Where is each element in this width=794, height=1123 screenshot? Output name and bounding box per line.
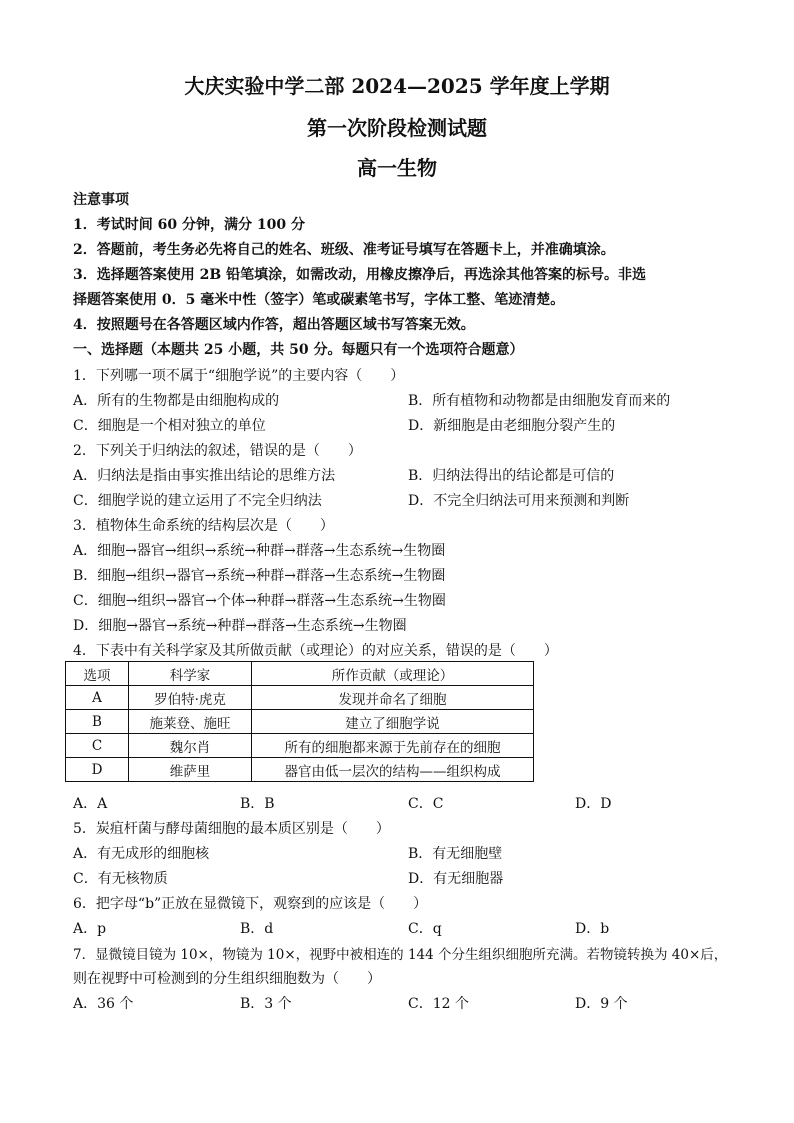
question-1-stem: 1．下列哪一项不属于“细胞学说”的主要内容（ ） xyxy=(73,368,405,384)
question-1-option-d: D．新细胞是由老细胞分裂产生的 xyxy=(408,418,616,434)
question-6-stem: 6．把字母“b”正放在显微镜下，观察到的应该是（ ） xyxy=(73,896,428,912)
question-2-stem: 2．下列关于归纳法的叙述，错误的是（ ） xyxy=(73,443,362,459)
notice-item: 3．选择题答案使用 2B 铅笔填涂，如需改动，用橡皮擦净后，再选涂其他答案的标号。非选 xyxy=(73,267,647,283)
question-2-option-b: B．归纳法得出的结论都是可信的 xyxy=(408,468,615,484)
question-7-stem: 7．显微镜目镜为 10×，物镜为 10×，视野中被相连的 144 个分生组织细胞所充满。若物镜转换为 40×后， xyxy=(73,947,728,963)
table-cell: 罗伯特·虎克 xyxy=(129,686,252,710)
table-row xyxy=(66,734,534,758)
question-6-option-c: C．q xyxy=(408,921,442,937)
table-cell: 所有的细胞都来源于先前存在的细胞 xyxy=(252,734,534,758)
question-7-option-d: D．9 个 xyxy=(575,996,628,1012)
question-1-option-b: B．所有植物和动物都是由细胞发育而来的 xyxy=(408,393,671,409)
question-5-stem: 5．炭疽杆菌与酵母菌细胞的最本质区别是（ ） xyxy=(73,821,390,837)
question-5-option-d: D．有无细胞器 xyxy=(408,871,504,887)
question-6-option-b: B．d xyxy=(240,921,274,937)
question-4-option-d: D．D xyxy=(575,796,612,812)
table-row xyxy=(66,758,534,782)
question-2-option-d: D．不完全归纳法可用来预测和判断 xyxy=(408,493,630,509)
question-7-option-a: A．36 个 xyxy=(73,996,134,1012)
question-7-option-b: B．3 个 xyxy=(240,996,292,1012)
section-heading: 一、选择题（本题共 25 小题，共 50 分。每题只有一个选项符合题意） xyxy=(73,342,524,358)
question-3-option-c: C．细胞→组织→器官→个体→种群→群落→生态系统→生物圈 xyxy=(73,593,446,609)
notice-heading: 注意事项 xyxy=(73,192,129,208)
question-6-option-a: A．p xyxy=(73,921,107,937)
question-4-option-a: A．A xyxy=(73,796,108,812)
notice-item: 2．答题前，考生务必先将自己的姓名、班级、准考证号填写在答题卡上，并准确填涂。 xyxy=(73,242,615,258)
exam-subject-title: 高一生物 xyxy=(357,156,437,180)
table-header-cell: 选项 xyxy=(66,662,129,686)
table-cell: C xyxy=(66,734,129,758)
question-7-stem-continued: 则在视野中可检测到的分生组织细胞数为（ ） xyxy=(73,971,381,987)
table-cell: 施莱登、施旺 xyxy=(129,710,252,734)
question-5-option-a: A．有无成形的细胞核 xyxy=(73,846,210,862)
question-2-option-c: C．细胞学说的建立运用了不完全归纳法 xyxy=(73,493,322,509)
notice-item: 1．考试时间 60 分钟，满分 100 分 xyxy=(73,217,305,233)
table-cell: 器官由低一层次的结构——组织构成 xyxy=(252,758,534,782)
table-cell: 建立了细胞学说 xyxy=(252,710,534,734)
question-3-option-b: B．细胞→组织→器官→系统→种群→群落→生态系统→生物圈 xyxy=(73,568,446,584)
table-header-cell: 科学家 xyxy=(129,662,252,686)
question-5-option-b: B．有无细胞壁 xyxy=(408,846,503,862)
question-5-option-c: C．有无核物质 xyxy=(73,871,168,887)
notice-item: 4．按照题号在各答题区域内作答，超出答题区域书写答案无效。 xyxy=(73,317,475,333)
table-cell: D xyxy=(66,758,129,782)
table-row xyxy=(66,710,534,734)
question-3-stem: 3．植物体生命系统的结构层次是（ ） xyxy=(73,518,334,534)
table-cell: 发现并命名了细胞 xyxy=(252,686,534,710)
table-row xyxy=(66,686,534,710)
question-4-option-b: B．B xyxy=(240,796,275,812)
table-cell: A xyxy=(66,686,129,710)
table-header-row xyxy=(66,662,534,686)
question-7-option-c: C．12 个 xyxy=(408,996,469,1012)
table-header-cell: 所作贡献（或理论） xyxy=(252,662,534,686)
question-4-option-c: C．C xyxy=(408,796,444,812)
question-3-option-a: A．细胞→器官→组织→系统→种群→群落→生态系统→生物圈 xyxy=(73,543,446,559)
question-6-option-d: D．b xyxy=(575,921,610,937)
scientist-table xyxy=(65,661,534,782)
question-4-stem: 4．下表中有关科学家及其所做贡献（或理论）的对应关系，错误的是（ ） xyxy=(73,643,558,659)
exam-stage-title: 第一次阶段检测试题 xyxy=(307,116,487,140)
question-3-option-d: D．细胞→器官→系统→种群→群落→生态系统→生物圈 xyxy=(73,618,407,634)
question-1-option-a: A．所有的生物都是由细胞构成的 xyxy=(73,393,280,409)
table-cell: 维萨里 xyxy=(129,758,252,782)
notice-item: 择题答案使用 0．5 毫米中性（签字）笔或碳素笔书写，字体工整、笔迹清楚。 xyxy=(73,292,565,308)
question-2-option-a: A．归纳法是指由事实推出结论的思维方法 xyxy=(73,468,336,484)
exam-school-title: 大庆实验中学二部 2024—2025 学年度上学期 xyxy=(184,74,610,98)
table-cell: B xyxy=(66,710,129,734)
table-cell: 魏尔肖 xyxy=(129,734,252,758)
question-1-option-c: C．细胞是一个相对独立的单位 xyxy=(73,418,266,434)
